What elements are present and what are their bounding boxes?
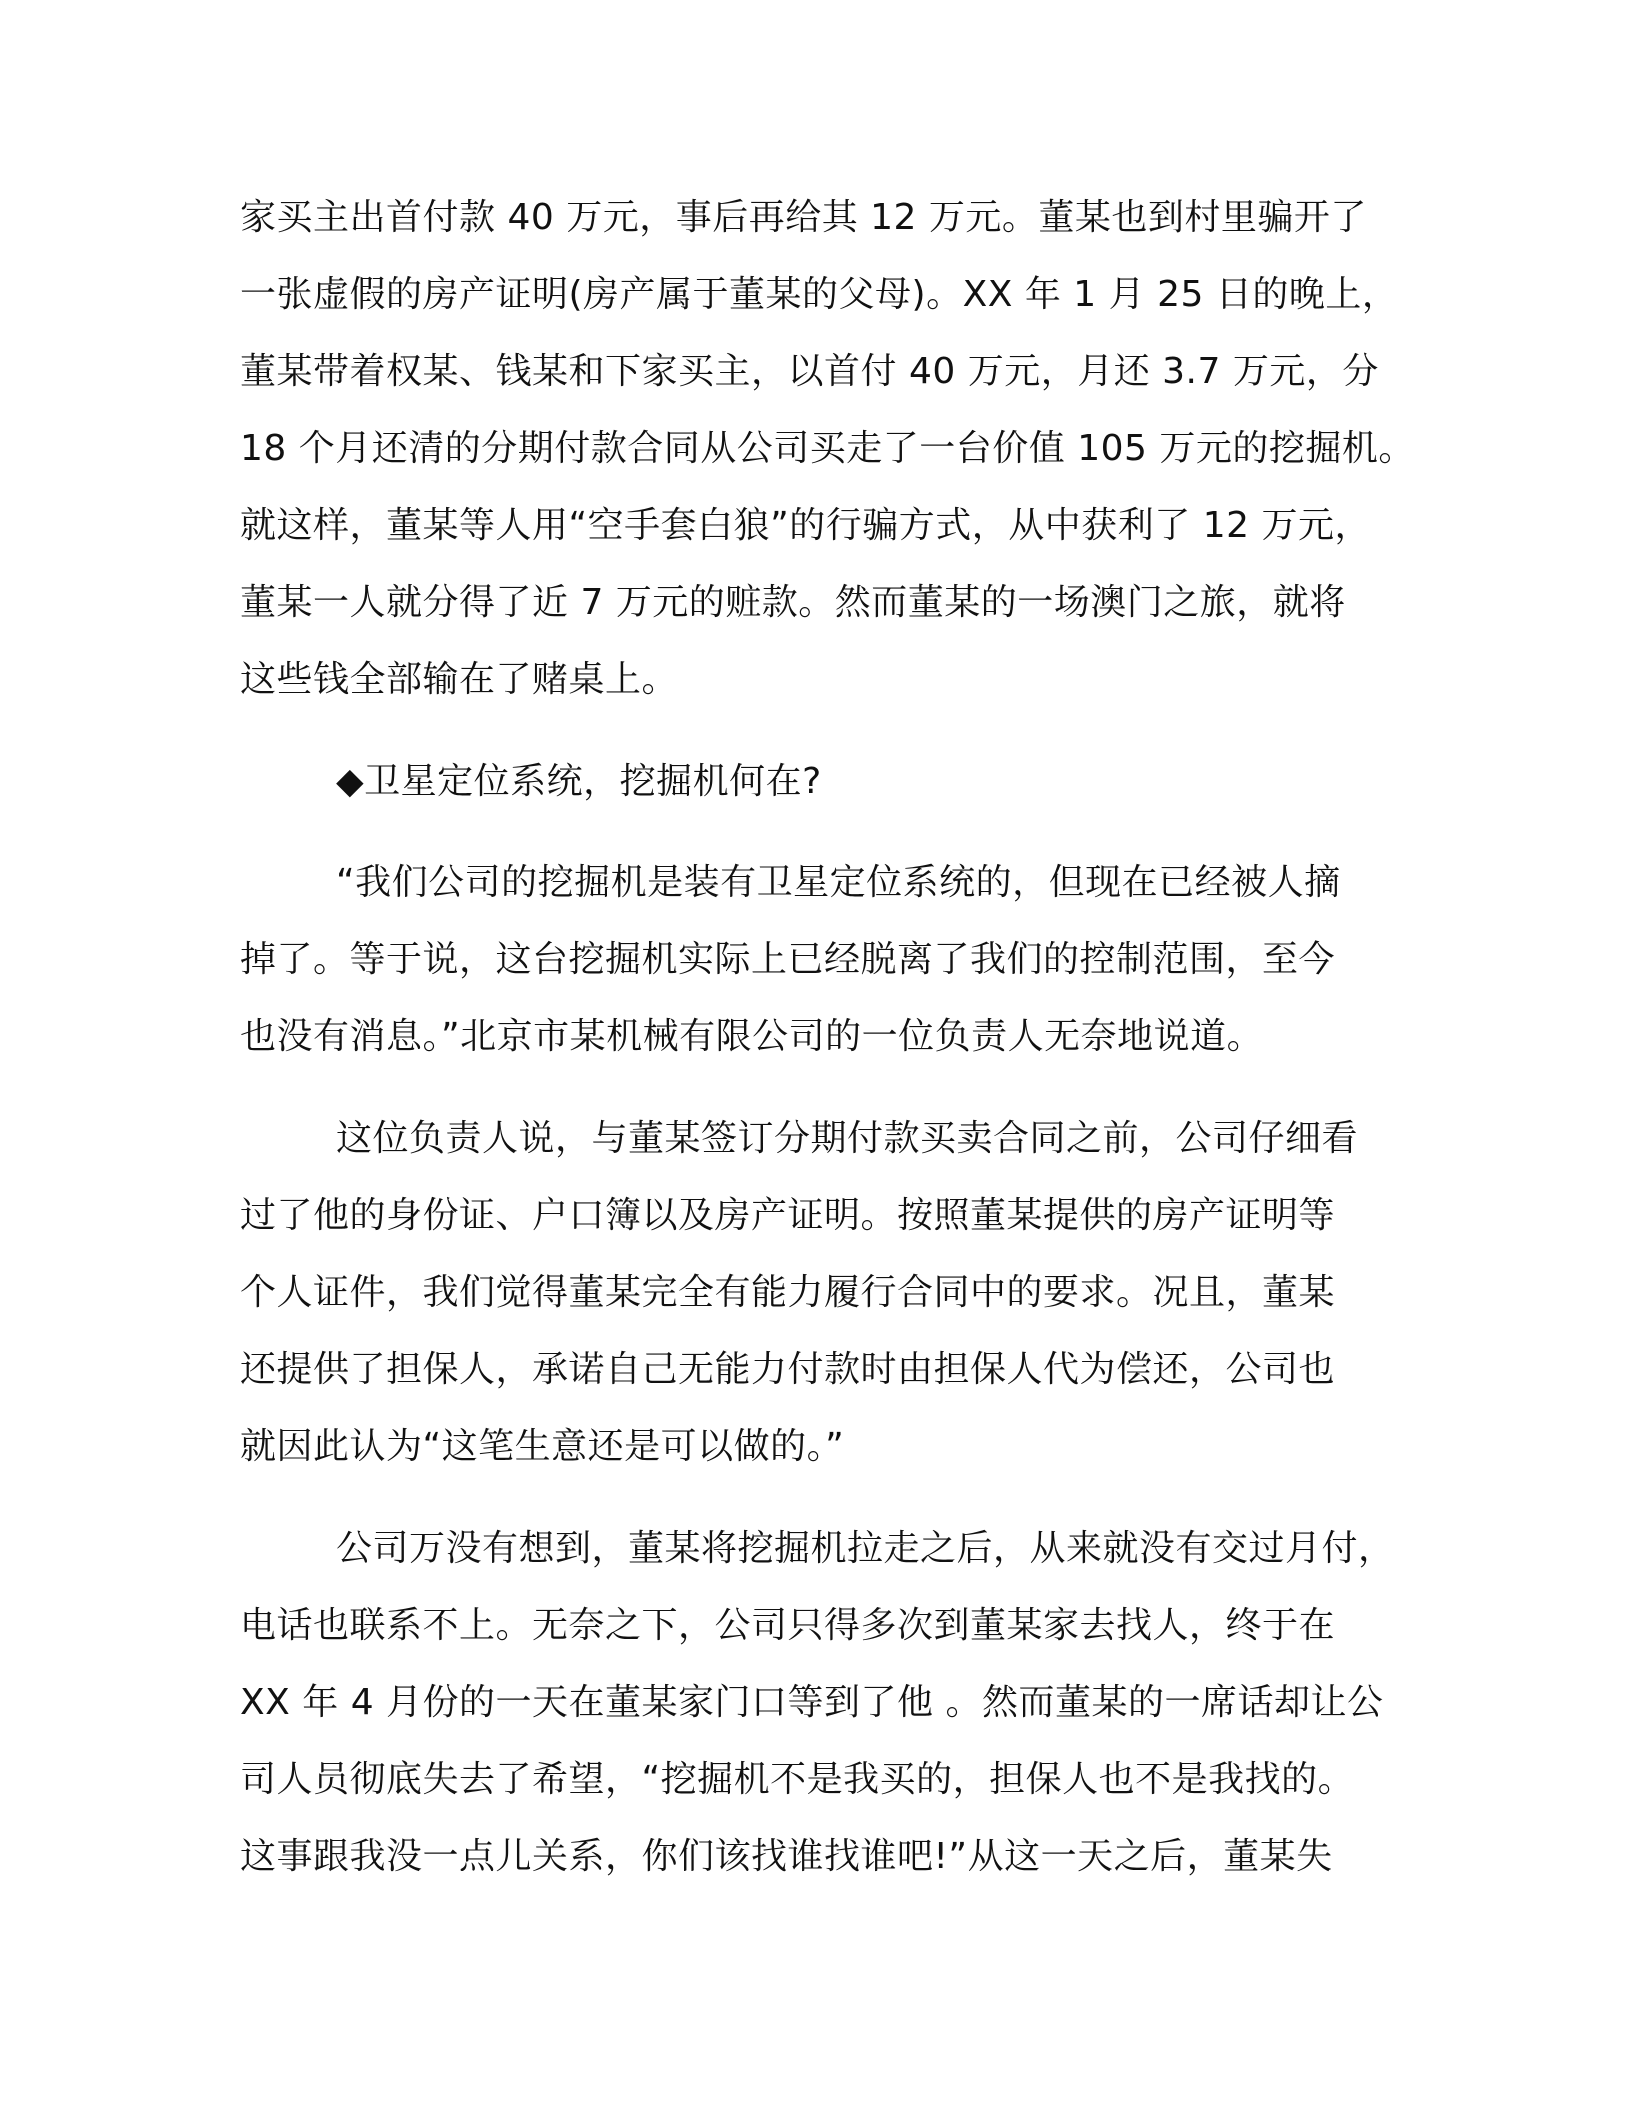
text-line: 公司万没有想到，董某将挖掘机拉走之后，从来就没有交过月付， xyxy=(336,1528,1395,1569)
text-line: 董某一人就分得了近 7 万元的赃款。然而董某的一场澳门之旅，就将 xyxy=(240,582,1346,623)
text-line: 过了他的身份证、户口簿以及房产证明。按照董某提供的房产证明等 xyxy=(240,1195,1336,1236)
text-line: XX 年 4 月份的一天在董某家门口等到了他 。然而董某的一席话却让公 xyxy=(240,1682,1384,1723)
section-heading: ◆卫星定位系统，挖掘机何在? xyxy=(336,761,822,802)
text-line: 这些钱全部输在了赌桌上。 xyxy=(240,659,679,700)
text-line: 就因此认为“这笔生意还是可以做的。” xyxy=(240,1426,845,1467)
text-line: 司人员彻底失去了希望，“挖掘机不是我买的，担保人也不是我找的。 xyxy=(240,1759,1355,1800)
text-line: 董某带着权某、钱某和下家买主，以首付 40 万元，月还 3.7 万元，分 xyxy=(240,351,1379,392)
text-line: 这事跟我没一点儿关系，你们该找谁找谁吧!”从这一天之后，董某失 xyxy=(240,1836,1333,1877)
text-line: 一张虚假的房产证明(房产属于董某的父母)。XX 年 1 月 25 日的晚上， xyxy=(240,274,1399,315)
text-line: 也没有消息。”北京市某机械有限公司的一位负责人无奈地说道。 xyxy=(240,1016,1264,1057)
text-line: “我们公司的挖掘机是装有卫星定位系统的，但现在已经被人摘 xyxy=(336,862,1341,903)
text-line: 家买主出首付款 40 万元，事后再给其 12 万元。董某也到村里骗开了 xyxy=(240,197,1367,238)
text-line: 个人证件，我们觉得董某完全有能力履行合同中的要求。况且，董某 xyxy=(240,1272,1336,1313)
text-line: 电话也联系不上。无奈之下，公司只得多次到董某家去找人，终于在 xyxy=(240,1605,1336,1646)
text-line: 就这样，董某等人用“空手套白狼”的行骗方式，从中获利了 12 万元， xyxy=(240,505,1371,546)
text-line: 18 个月还清的分期付款合同从公司买走了一台价值 105 万元的挖掘机。 xyxy=(240,428,1415,469)
text-line: 还提供了担保人，承诺自己无能力付款时由担保人代为偿还，公司也 xyxy=(240,1349,1336,1390)
text-line: 这位负责人说，与董某签订分期付款买卖合同之前，公司仔细看 xyxy=(336,1118,1359,1159)
text-line: 掉了。等于说，这台挖掘机实际上已经脱离了我们的控制范围，至今 xyxy=(240,939,1336,980)
